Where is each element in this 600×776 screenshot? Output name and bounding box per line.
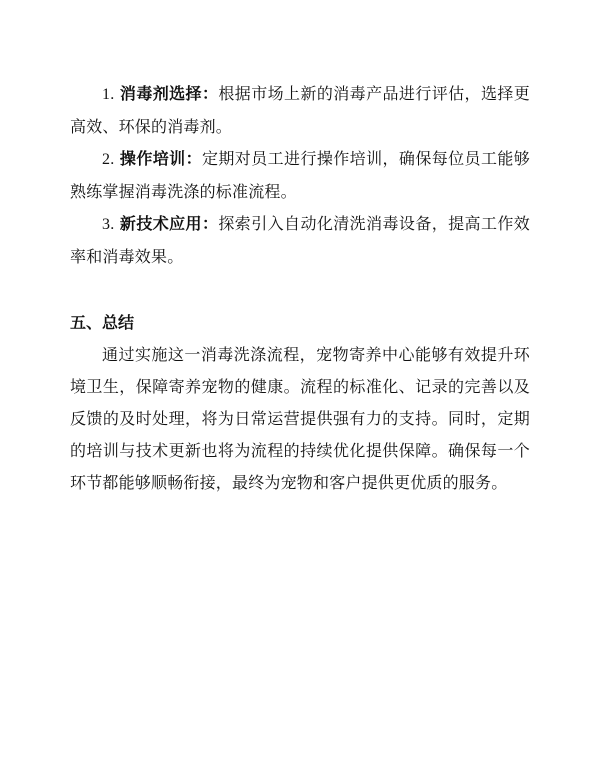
item-number: 3. bbox=[102, 216, 115, 233]
list-item-disinfectant bbox=[70, 78, 530, 143]
item-number: 1. bbox=[102, 86, 115, 103]
summary-paragraph: 通过实施这一消毒洗涤流程，宠物寄养中心能够有效提升环境卫生，保障寄养宠物的健康。流程的标准化、记录的完善以及反馈的及时处理，将为日常运营提供强有力的支持。同时，定期的培训与技术更新也将为流程的持续优化提供保障。确保每一个环节都能够顺畅衔接，最终为宠物和客户提供更优质的服务。 bbox=[70, 345, 530, 492]
item-term: 消毒剂选择 bbox=[119, 84, 202, 103]
list-item-training bbox=[70, 143, 530, 208]
list-item-new-tech bbox=[70, 208, 530, 273]
item-text: 定期对员工进行操作培训，确保每位员工能够熟练掌握消毒洗涤的标准流程。 bbox=[70, 149, 530, 201]
item-number: 2. bbox=[102, 151, 115, 168]
item-text: 探索引入自动化清洗消毒设备，提高工作效率和消毒效果。 bbox=[70, 214, 530, 266]
item-colon: ： bbox=[185, 149, 202, 168]
item-colon: ： bbox=[201, 84, 219, 103]
section-heading-summary: 五、总结 bbox=[70, 313, 135, 332]
item-colon: ： bbox=[201, 214, 219, 233]
item-term: 操作培训 bbox=[119, 149, 186, 168]
item-term: 新技术应用 bbox=[119, 214, 202, 233]
item-text: 根据市场上新的消毒产品进行评估，选择更高效、环保的消毒剂。 bbox=[70, 84, 530, 136]
